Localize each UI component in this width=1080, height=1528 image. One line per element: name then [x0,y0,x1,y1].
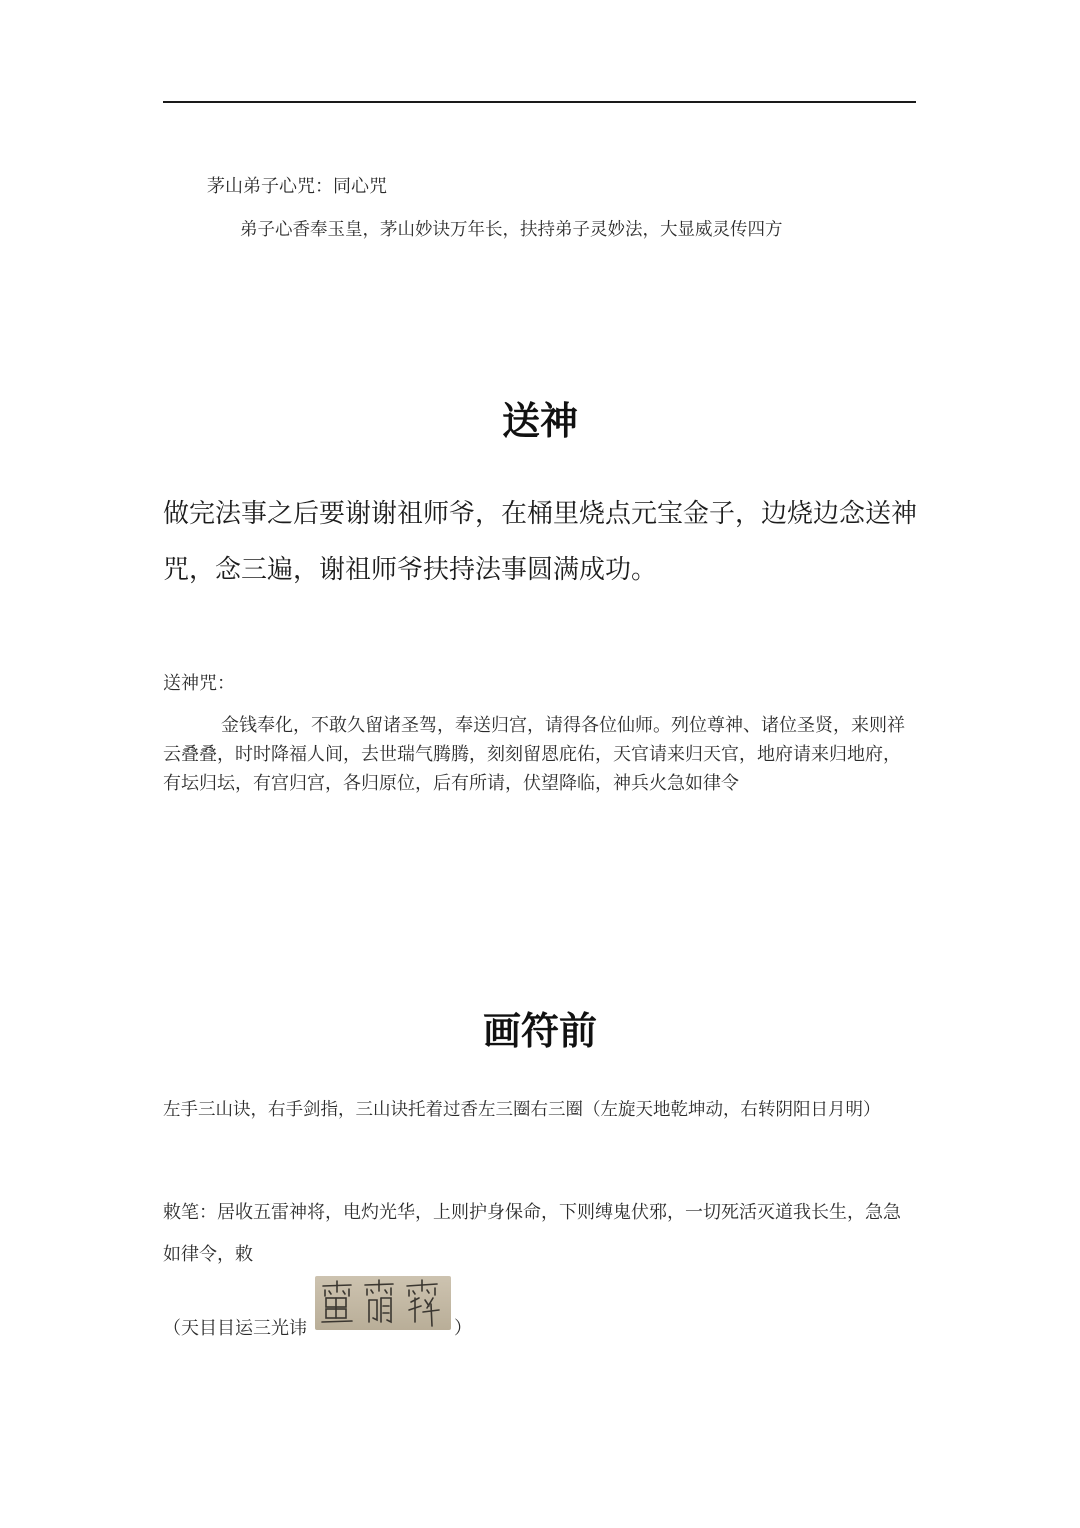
send-paragraph: 做完法事之后要谢谢祖师爷，在桶里烧点元宝金子，边烧边念送神咒，念三遍，谢祖师爷扶持法事圆满成功。 [163,499,918,585]
spell-label: 送神咒： [163,673,235,694]
section-title-draw: 画符前 [482,1009,597,1053]
talisman-prefix: （天目目运三光讳 [163,1318,307,1339]
spell-text: 金钱奉化，不敢久留诸圣驾，奉送归宫，请得各位仙师。列位尊神、诸位圣贤，来则祥云叠叠，时时降福人间，去世瑞气腾腾，刻刻留恩庇佑，天官请来归天官，地府请来归地府，有坛归坛，有宫归宫，各归原位，后有所请，伏望降临，神兵火急如律令 [163,715,905,794]
talisman-image [315,1276,451,1330]
pen-text: 敕笔：居收五雷神将，电灼光华，上则护身保命，下则缚鬼伏邪，一切死活灭道我长生，急急如律令，敕 [163,1202,901,1265]
draw-instruction: 左手三山诀，右手剑指，三山诀托着过香左三圈右三圈（左旋天地乾坤动，右转阴阳日月明） [163,1100,881,1120]
talisman-glyphs-drawing [315,1276,451,1330]
header-line-2: 弟子心香奉玉皇，茅山妙诀万年长，扶持弟子灵妙法，大显威灵传四方 [240,220,783,240]
top-rule [163,101,916,103]
section-title-send: 送神 [501,399,578,443]
talisman-suffix: ） [454,1318,472,1339]
header-line-1: 茅山弟子心咒：同心咒 [207,176,387,197]
